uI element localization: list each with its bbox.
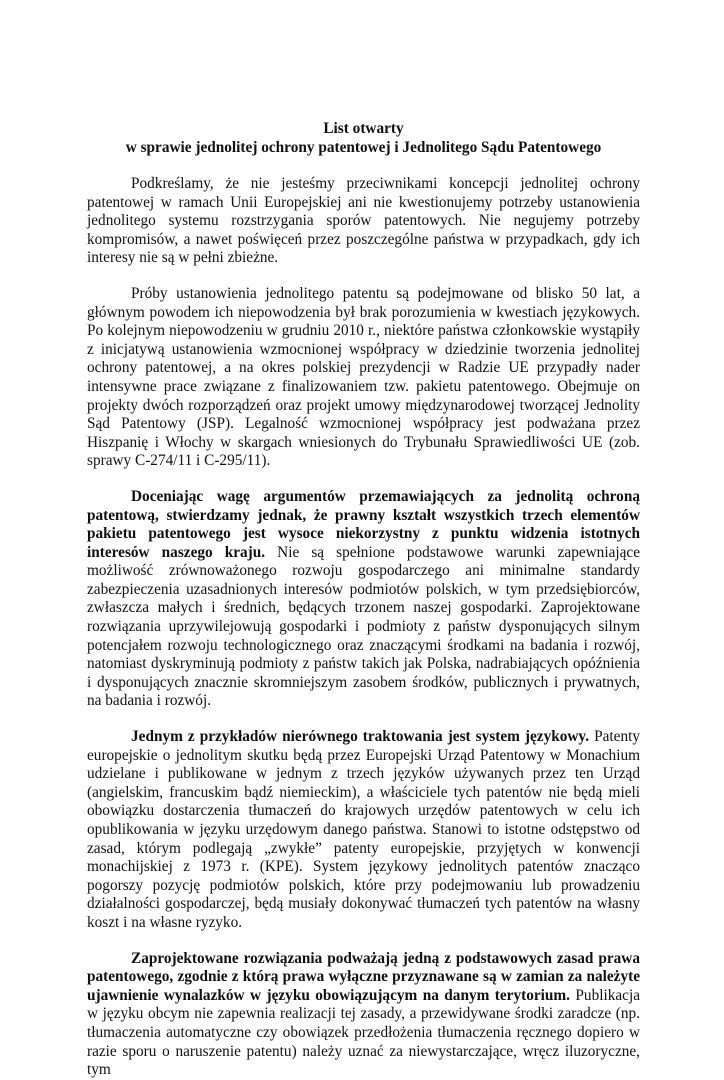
paragraph-3 (87, 488, 640, 711)
paragraph-4-text: Patenty europejskie o jednolitym skutku będą przez Europejski Urząd Patentowy w Monachium udzielane i publikowane w jednym z trzech języków używanych przez ten Urząd (angielskim, francuskim bądź niemieckim), a właściciele tych patentów nie będą mieli obowiązku dostarczenia tłumaczeń do krajowych urzędów patentowych w celu ich opublikowania w języku urzędowym danego państwa. Stanowi to istotne odstępstwo od zasad, którym podlegają „zwykłe” patenty europejskie, przyjętych w konwencji monachijskiej z 1973 r. (KPE). System językowy jednolitych patentów znacząco pogorszy pozycję podmiotów polskich, które przy podejmowaniu lub prowadzeniu działalności gospodarczej, będą musiały dokonywać tłumaczeń tych patentów na własny koszt i na własne ryzyko. (87, 728, 640, 931)
paragraph-1 (87, 175, 640, 268)
paragraph-4-bold: Jednym z przykładów nierównego traktowania jest system językowy. (131, 728, 590, 746)
paragraph-3-text: Nie są spełnione podstawowe warunki zapewniające możliwość zrównoważonego rozwoju gospodarczego ani minimalne standardy zabezpieczenia uzasadnionych interesów podmiotów polskich, w tym przedsiębiorców, zwłaszcza małych i średnich, będących trzonem naszej gospodarki. Zaprojektowane rozwiązania uprzywilejowują gospodarki i podmioty z państw dysponujących silnym potencjałem rozwoju technologicznego oraz znaczącymi środkami na badania i rozwój, natomiast dyskryminują podmioty z państw takich jak Polska, nadrabiających opóźnienia i dysponujących znacznie skromniejszym zasobem środków, publicznych i prywatnych, na badania i rozwój. (87, 543, 640, 710)
paragraph-2 (87, 285, 640, 471)
document-body (87, 175, 640, 1080)
document-title (87, 120, 640, 157)
paragraph-1-text: Podkreślamy, że nie jesteśmy przeciwnikami koncepcji jednolitej ochrony patentowej w ramach Unii Europejskiej ani nie kwestionujemy potrzeby ustanowienia jednolitego systemu rozstrzygania sporów patentowych. Nie negujemy potrzeby kompromisów, a nawet poświęceń przez poszczególne państwa w przypadkach, gdy ich interesy nie są w pełni zbieżne. (87, 175, 640, 267)
title-line-2: w sprawie jednolitej ochrony patentowej i Jednolitego Sądu Patentowego (125, 138, 602, 156)
paragraph-4 (87, 728, 640, 933)
paragraph-5-bold: Zaprojektowane rozwiązania podważają jedną z podstawowych zasad prawa patentowego, zgodnie z którą prawa wyłączne przyznawane są w zamian za należyte ujawnienie wynalazków w języku obowiązującym na danym terytorium. (87, 949, 640, 1004)
title-line-1: List otwarty (323, 120, 404, 137)
paragraph-5 (87, 950, 640, 1080)
paragraph-5-text: Publikacja w języku obcym nie zapewnia realizacji tej zasady, a przewidywane środki zaradcze (np. tłumaczenia automatyczne czy obowiązek przedłożenia tłumaczenia ręcznego dopiero w razie sporu o naruszenie patentu) należy uznać za niewystarczające, wręcz iluzoryczne, tym (87, 986, 640, 1079)
paragraph-3-bold: Doceniając wagę argumentów przemawiających za jednolitą ochroną patentową, stwierdzamy jednak, że prawny kształt wszystkich trzech elementów pakietu patentowego jest wysoce niekorzystny z punktu widzenia istotnych interesów naszego kraju. (87, 487, 640, 561)
paragraph-2-text: Próby ustanowienia jednolitego patentu są podejmowane od blisko 50 lat, a głównym powodem ich niepowodzenia był brak porozumienia w kwestiach językowych. Po kolejnym niepowodzeniu w grudniu 2010 r., niektóre państwa członkowskie wystąpiły z inicjatywą ustanowienia wzmocnionej współpracy w dziedzinie tworzenia jednolitej ochrony patentowej, a na okres polskiej prezydencji w Radzie UE przypadły nader intensywne prace związane z finalizowaniem tzw. pakietu patentowego. Obejmuje on projekty dwóch rozporządzeń oraz projekt umowy międzynarodowej tworzącej Jednolity Sąd Patentowy (JSP). Legalność wzmocnionej współpracy jest podważana przez Hiszpanię i Włochy w skargach wniesionych do Trybunału Sprawiedliwości UE (zob. sprawy C-274/11 i C-295/11). (87, 284, 640, 470)
